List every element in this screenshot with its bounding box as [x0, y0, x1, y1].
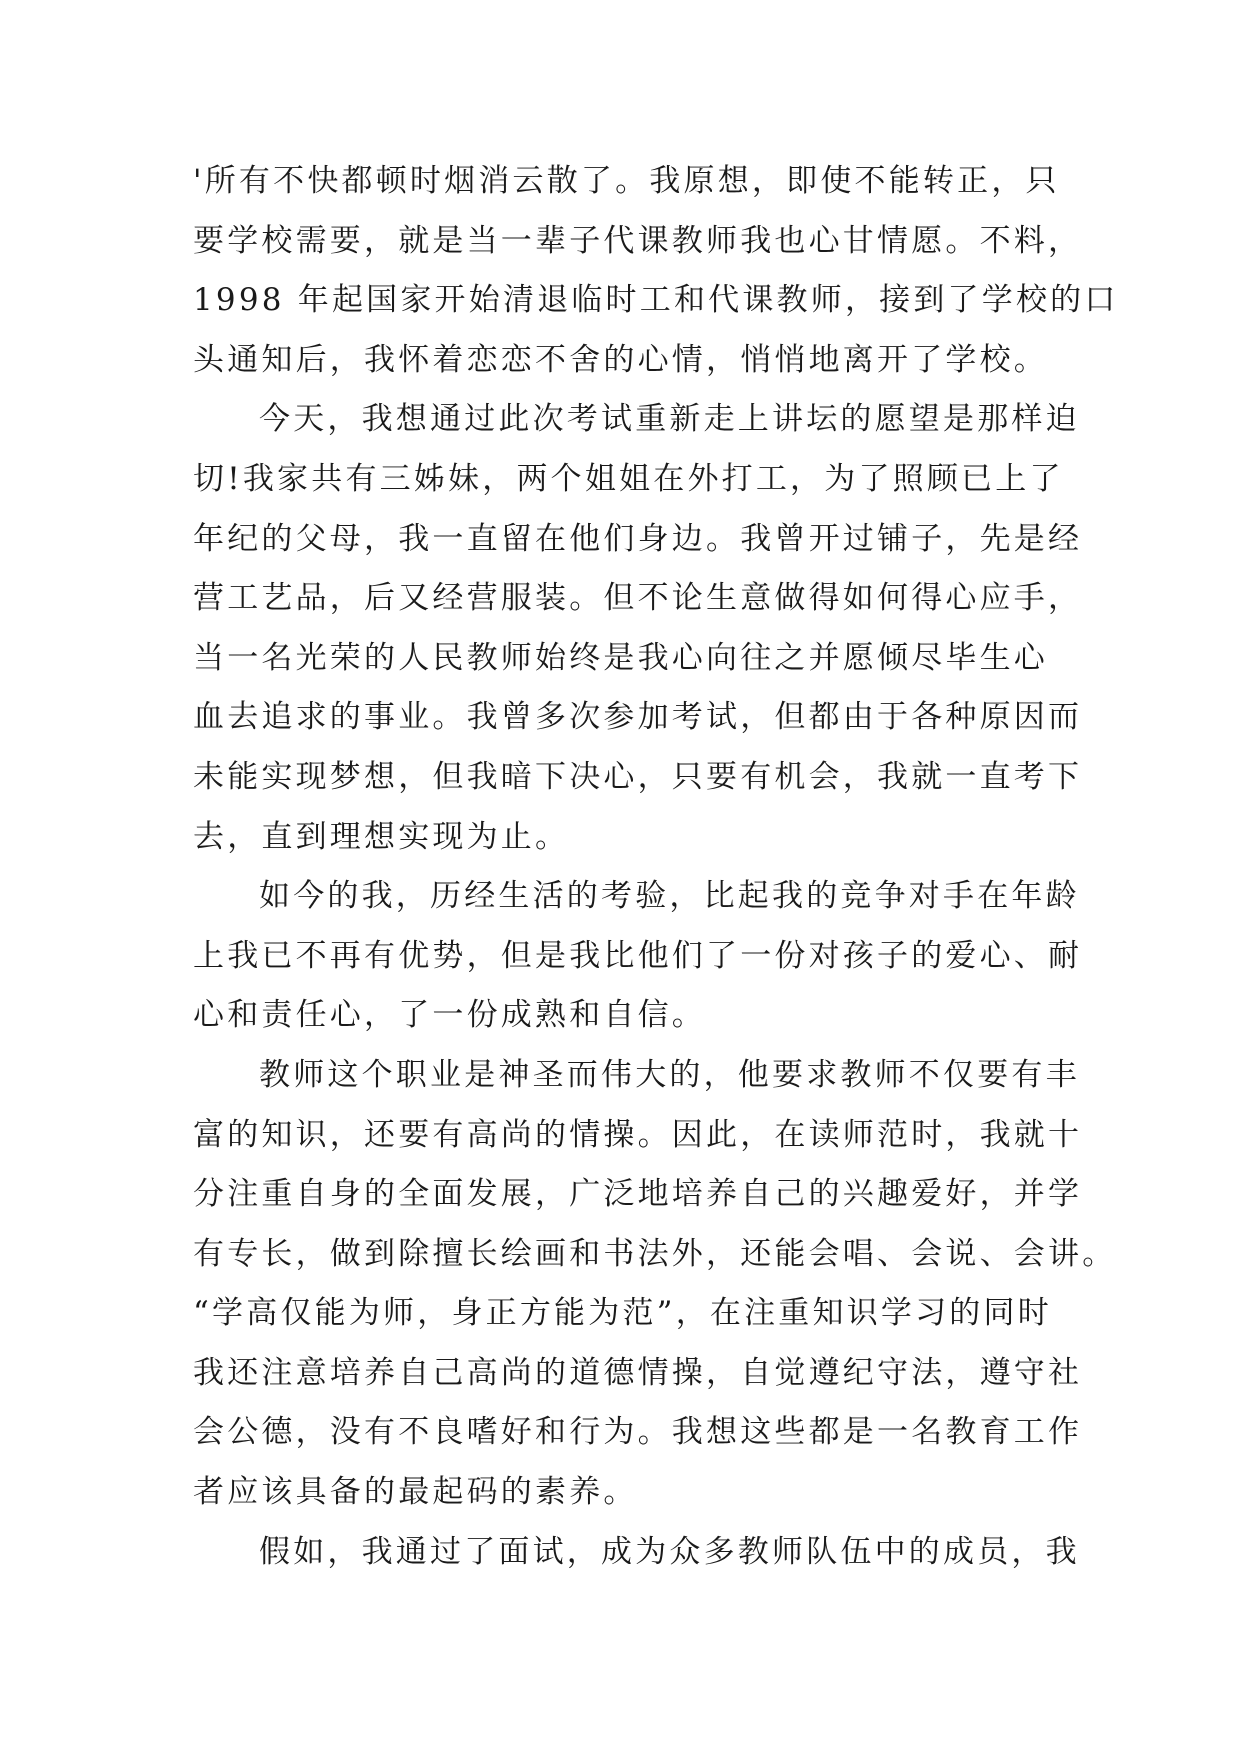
text-line: 1998 年起国家开始清退临时工和代课教师，接到了学校的口 — [193, 282, 1119, 319]
text-line: “学高仅能为师，身正方能为范”，在注重知识学习的同时 — [193, 1295, 1052, 1332]
body-text — [193, 152, 1119, 1582]
text-line: 心和责任心，了一份成熟和自信。 — [193, 997, 706, 1034]
text-line: 有专长，做到除擅长绘画和书法外，还能会唱、会说、会讲。 — [193, 1235, 1117, 1272]
text-line: 分注重自身的全面发展，广泛地培养自己的兴趣爱好，并学 — [193, 1176, 1083, 1213]
text-line: 会公德，没有不良嗜好和行为。我想这些都是一名教育工作 — [193, 1414, 1083, 1451]
paragraph-first-line: 如今的我，历经生活的考验，比起我的竞争对手在年龄 — [259, 878, 1080, 915]
paragraph-first-line: 教师这个职业是神圣而伟大的，他要求教师不仅要有丰 — [259, 1056, 1080, 1093]
text-line: 要学校需要，就是当一辈子代课教师我也心甘情愿。不料， — [193, 222, 1083, 259]
text-line: 切!我家共有三姊妹，两个姐姐在外打工，为了照顾已上了 — [193, 460, 1064, 497]
text-line: 去，直到理想实现为止。 — [193, 818, 570, 855]
text-line: 年纪的父母，我一直留在他们身边。我曾开过铺子，先是经 — [193, 520, 1083, 557]
text-line: 头通知后，我怀着恋恋不舍的心情，悄悄地离开了学校。 — [193, 341, 1048, 378]
text-line: 血去追求的事业。我曾多次参加考试，但都由于各种原因而 — [193, 699, 1083, 736]
text-line: 当一名光荣的人民教师始终是我心向往之并愿倾尽毕生心 — [193, 639, 1048, 676]
text-line: 营工艺品，后又经营服装。但不论生意做得如何得心应手， — [193, 580, 1083, 617]
paragraph-first-line: 假如，我通过了面试，成为众多教师队伍中的成员，我 — [259, 1533, 1080, 1570]
text-line: 我还注意培养自己高尚的道德情操，自觉遵纪守法，遵守社 — [193, 1354, 1083, 1391]
paragraph-first-line: 今天，我想通过此次考试重新走上讲坛的愿望是那样迫 — [259, 401, 1080, 438]
text-line: 未能实现梦想，但我暗下决心，只要有机会，我就一直考下 — [193, 758, 1083, 795]
text-line: 上我已不再有优势，但是我比他们了一份对孩子的爱心、耐 — [193, 937, 1083, 974]
text-line: 富的知识，还要有高尚的情操。因此，在读师范时，我就十 — [193, 1116, 1083, 1153]
text-line: 者应该具备的最起码的素养。 — [193, 1474, 638, 1511]
text-line: '所有不快都顿时烟消云散了。我原想，即使不能转正，只 — [193, 163, 1060, 199]
